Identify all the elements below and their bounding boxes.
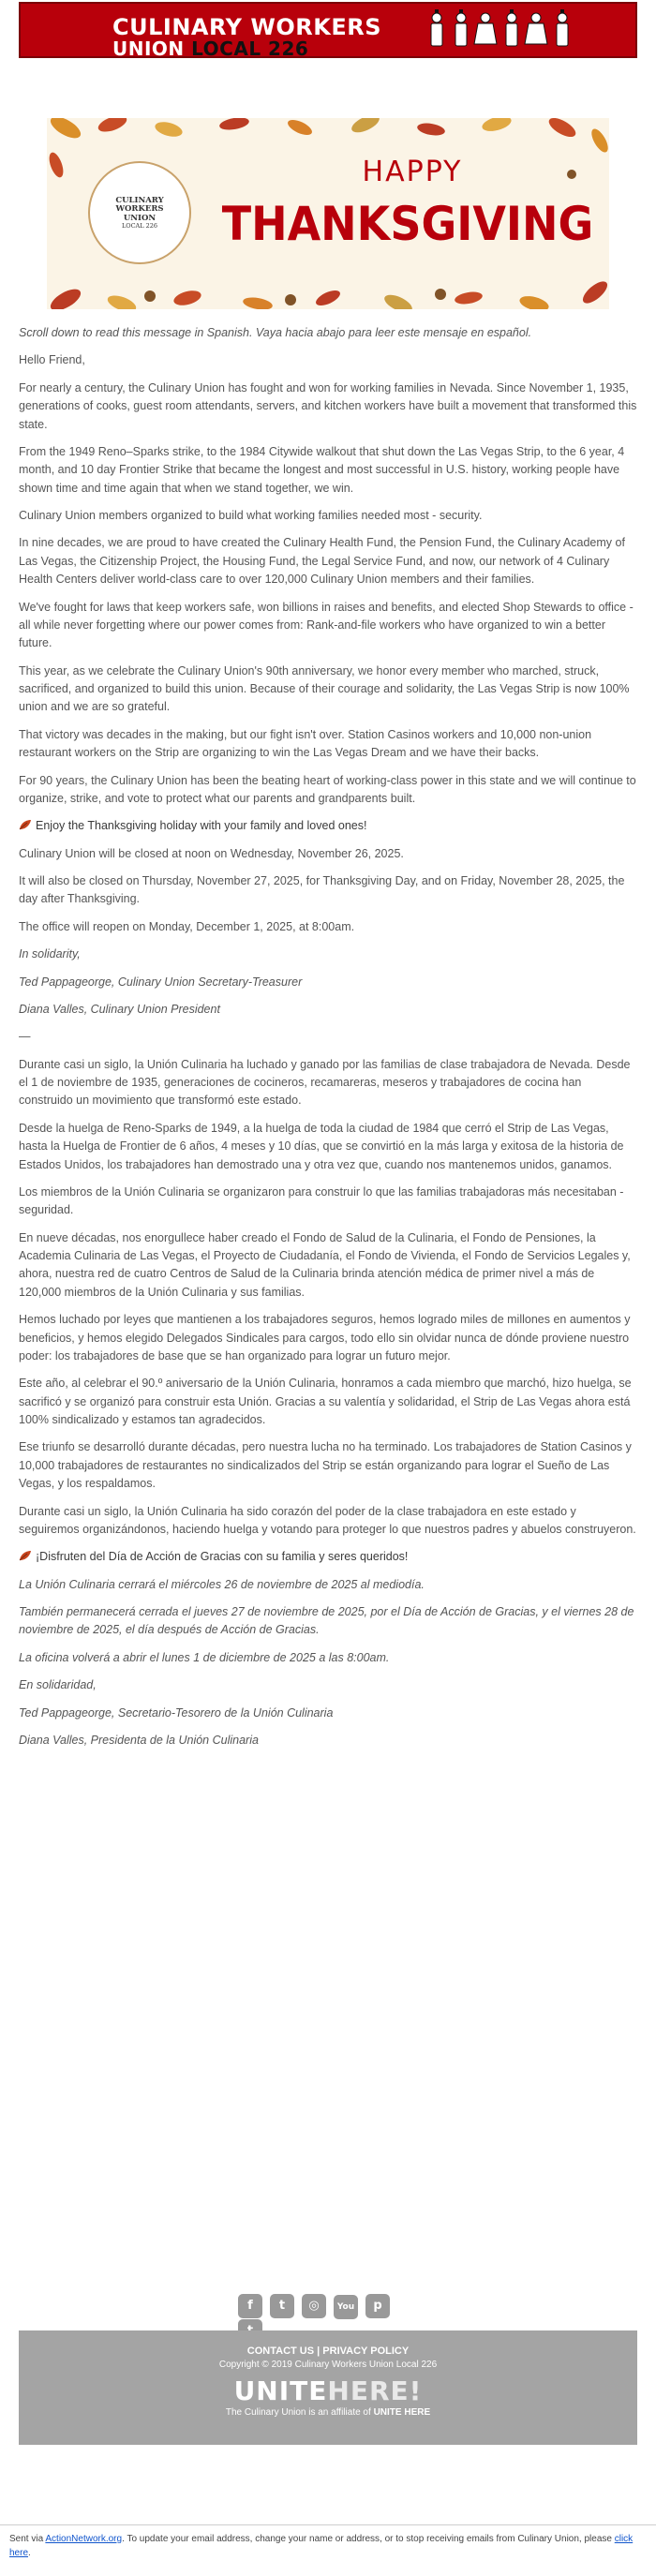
pinterest-icon[interactable]: p bbox=[365, 2294, 390, 2318]
footer-links bbox=[19, 2345, 637, 2357]
en-paragraph: In nine decades, we are proud to have created the Culinary Health Fund, the Pension Fund, the Culinary Academy of Las Vegas, the Citizenship Project, the Housing Fund, the Legal Service Fund, and now, our network of 4 Culinary Health Centers deliver world-class care to over 120,000 Culinary Union members and their families. bbox=[19, 536, 625, 587]
closed-noon: Culinary Union will be closed at noon on Wednesday, November 26, 2025. bbox=[19, 846, 404, 860]
es-paragraph: Ese triunfo se desarrolló durante décadas, pero nuestra lucha no ha terminado. Los trabajadores de Station Casinos y 10,000 trabajadores de restaurantes no sindicalizados del Strip se están organizando para lograr el Sueño de Las Vegas, y los respaldamos. bbox=[19, 1440, 632, 1491]
logo-line3: LOCAL 226 bbox=[121, 222, 158, 231]
facebook-icon[interactable]: f bbox=[238, 2294, 262, 2318]
signature-president: Diana Valles, Culinary Union President bbox=[19, 1002, 220, 1016]
autumn-leaf-icon bbox=[19, 819, 32, 830]
divider-line bbox=[0, 2524, 656, 2525]
header-local-number: LOCAL 226 bbox=[191, 37, 309, 60]
autumn-leaf-icon bbox=[19, 1550, 32, 1561]
banner-happy: HAPPY bbox=[362, 156, 463, 188]
es-paragraph: Desde la huelga de Reno-Sparks de 1949, a la huelga de toda la ciudad de 1984 que cerró el Strip de Las Vegas, hasta la Huelga de Frontier de 6 años, 4 meses y 10 días, que se convirtió en la más larga y exitosa de la historia de Estados Unidos, los trabajadores han demostrado una y otra vez que, cuando nos mantenemos unidos, ganamos. bbox=[19, 1121, 624, 1171]
en-paragraph: That victory was decades in the making, but our fight isn't over. Station Casinos workers and 10,000 non-union restaurant workers on the Strip are organizing to win the Las Vegas Dream and we have their backs. bbox=[19, 727, 592, 760]
logo-line2: WORKERS UNION bbox=[115, 204, 164, 223]
es-signoff: En solidaridad, bbox=[19, 1678, 97, 1692]
copyright: Copyright © 2019 Culinary Workers Union Local 226 bbox=[218, 2360, 438, 2370]
es-paragraph: Durante casi un siglo, la Unión Culinaria ha luchado y ganado por las familias de clase trabajadora de Nevada. Desde el 1 de noviembre de 1935, generaciones de cocineros, recamareras, meseros y trabajadores de cocina han construido un movimiento que transformó este estado. bbox=[19, 1057, 631, 1108]
sent-middle: . To update your email address, change your name or address, or to stop receiving emails from Culinary Union, please bbox=[122, 2534, 612, 2544]
es-enjoy-text: ¡Disfruten del Día de Acción de Gracias con su familia y seres queridos! bbox=[36, 1550, 409, 1564]
logo-line1: CULINARY bbox=[115, 196, 164, 205]
union-header-logo[interactable] bbox=[19, 2, 637, 58]
enjoy-line bbox=[19, 817, 637, 835]
instagram-icon[interactable]: ◎ bbox=[302, 2294, 326, 2318]
footer-separator: | bbox=[317, 2345, 321, 2357]
header-title-line1: CULINARY WORKERS bbox=[112, 14, 381, 40]
en-paragraph: Culinary Union members organized to build what working families needed most - security. bbox=[19, 509, 483, 522]
es-paragraph: Este año, al celebrar el 90.º aniversario de la Unión Culinaria, honramos a cada miembro que marchó, hizo huelga, se sacrificó y se organizó para construir esta Unión. Gracias a su valentía y solidaridad, el Strip de Las Vegas ahora está 100% sindicalizado y estamos tan agradecidos. bbox=[19, 1377, 632, 1426]
es-paragraph: En nueve décadas, nos enorgullece haber creado el Fondo de Salud de la Culinaria, el Fondo de Pensiones, la Academia Culinaria de Las Vegas, el Proyecto de Ciudadanía, el Fondo de Vivienda, el Fondo de Servicios Legales y, ahora, nuestra red de cuatro Centros de Salud de la Culinaria brinda atención médica de primer nivel a más de 120,000 miembros de la Unión Culinaria y sus familias. bbox=[19, 1230, 631, 1299]
es-signature-secretary: Ted Pappageorge, Secretario-Tesorero de la Unión Culinaria bbox=[19, 1705, 334, 1720]
en-paragraph: We've fought for laws that keep workers safe, won billions in raises and benefits, and elected Shop Stewards to office - all while never forgetting where our power comes from: Rank-and-file workers who have organized to win a better future. bbox=[19, 600, 634, 650]
es-closed-noon: La Unión Culinaria cerrará el miércoles 26 de noviembre de 2025 al mediodía. bbox=[19, 1577, 425, 1591]
banner-union-logo-text bbox=[99, 197, 180, 230]
header-title-line2 bbox=[112, 37, 308, 60]
privacy-policy-link[interactable]: PRIVACY POLICY bbox=[322, 2345, 410, 2357]
banner-thanksgiving: THANKSGIVING bbox=[221, 197, 594, 251]
email-footer bbox=[19, 2330, 637, 2445]
es-enjoy-line bbox=[19, 1548, 637, 1566]
closed-days: It will also be closed on Thursday, November 27, 2025, for Thanksgiving Day, and on Friday, November 28, 2025, the day after Thanksgiving. bbox=[19, 874, 625, 906]
enjoy-text: Enjoy the Thanksgiving holiday with your family and loved ones! bbox=[36, 819, 367, 833]
sent-via-notice bbox=[9, 2533, 647, 2560]
reopen: The office will reopen on Monday, December 1, 2025, at 8:00am. bbox=[19, 919, 355, 933]
greeting: Hello Friend, bbox=[19, 353, 85, 367]
contact-us-link[interactable]: CONTACT US bbox=[246, 2345, 315, 2357]
social-icons bbox=[234, 2294, 422, 2324]
signoff: In solidarity, bbox=[19, 947, 81, 961]
es-reopen: La oficina volverá a abrir el lunes 1 de diciembre de 2025 a las 8:00am. bbox=[19, 1650, 390, 1664]
es-paragraph: Durante casi un siglo, la Unión Culinaria ha sido corazón del poder de la clase trabajadora en este estado y seguiremos organizándonos, haciendo huelga y votando para proteger lo que nuestros padres y abuelos construyeron. bbox=[19, 1504, 636, 1536]
en-paragraph: For nearly a century, the Culinary Union has fought and won for working families in Nevada. Since November 1, 1935, generations of cooks, guest room attendants, servers, and kitchen workers have built a movement that transformed this state. bbox=[19, 380, 637, 431]
en-paragraph: This year, as we celebrate the Culinary Union's 90th anniversary, we honor every member who marched, struck, sacrificed, and organized to build this union. Because of their courage and solidarity, the Las Vegas Strip is now 100% union and we are so grateful. bbox=[19, 663, 630, 714]
en-paragraph: From the 1949 Reno–Sparks strike, to the 1984 Citywide walkout that shut down the Las Vegas Strip, to the 6 year, 4 month, and 10 day Frontier Strike that became the longest and most successful in U.S. history, working people have shown time and time again that when we stand together, we win. bbox=[19, 444, 625, 495]
divider: — bbox=[19, 1030, 31, 1044]
unite-word: UNITE bbox=[233, 2375, 328, 2406]
here-word: HERE! bbox=[327, 2375, 423, 2406]
es-paragraph: Los miembros de la Unión Culinaria se organizaron para construir lo que las familias trabajadoras más necesitaban - seguridad. bbox=[19, 1184, 624, 1217]
email-body bbox=[19, 324, 637, 1759]
workers-figures-icon bbox=[425, 9, 575, 54]
es-paragraph: Hemos luchado por leyes que mantienen a los trabajadores seguros, hemos logrado miles de millones en aumentos y beneficios, y hemos elegido Delegados Sindicales para cargos, todo ello sin olvidar nunca de dónde proviene nuestro poder: los trabajadores de base que se han organizado para lograr un futuro mejor. bbox=[19, 1313, 631, 1362]
sent-suffix: . bbox=[28, 2547, 31, 2558]
unite-here-logo[interactable] bbox=[19, 2375, 637, 2406]
header-union-word: UNION bbox=[112, 37, 185, 60]
affiliate-note bbox=[19, 2407, 637, 2418]
action-network-link[interactable]: ActionNetwork.org bbox=[45, 2534, 123, 2544]
youtube-icon[interactable]: You bbox=[334, 2295, 358, 2319]
es-signature-president: Diana Valles, Presidenta de la Unión Culinaria bbox=[19, 1733, 259, 1747]
es-closed-days: También permanecerá cerrada el jueves 27 de noviembre de 2025, por el Día de Acción de Gracias, y el viernes 28 de noviembre de 2025, el día después de Acción de Gracias. bbox=[19, 1605, 634, 1637]
unsubscribe-link[interactable]: click here bbox=[9, 2534, 634, 2558]
en-paragraph: For 90 years, the Culinary Union has been the beating heart of working-class power in this state and we will continue to organize, strike, and vote to protect what our parents and grandparents built. bbox=[19, 773, 636, 805]
signature-secretary: Ted Pappageorge, Culinary Union Secretary-Treasurer bbox=[19, 975, 303, 989]
affiliate-text: The Culinary Union is an affiliate of bbox=[225, 2407, 371, 2418]
scroll-note: Scroll down to read this message in Spanish. Vaya hacia abajo para leer este mensaje en español. bbox=[19, 326, 532, 339]
twitter-icon[interactable]: t bbox=[270, 2294, 294, 2318]
affiliate-name: UNITE HERE bbox=[373, 2407, 431, 2418]
thanksgiving-banner bbox=[47, 118, 609, 309]
sent-prefix: Sent via bbox=[9, 2534, 44, 2544]
